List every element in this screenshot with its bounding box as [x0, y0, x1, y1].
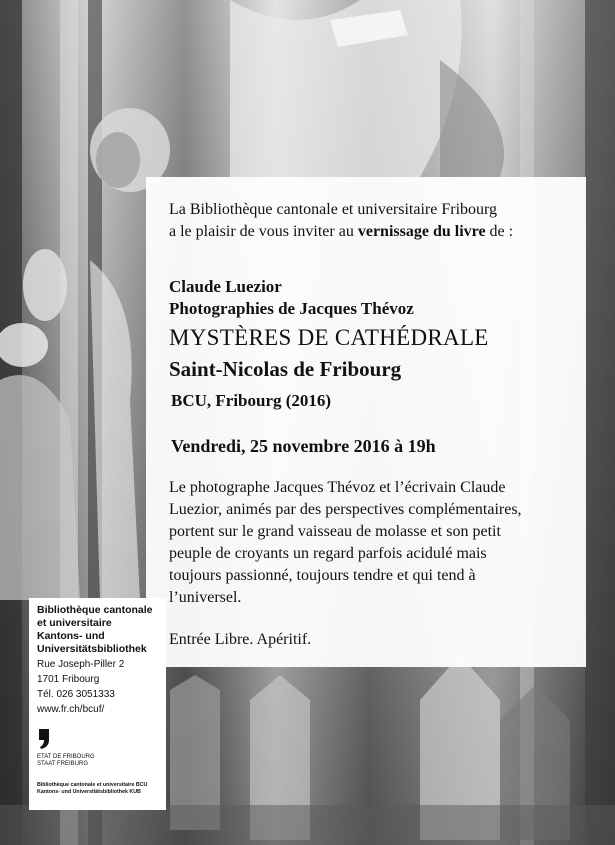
description-line: portent sur le grand vaisseau de molasse et son petit	[169, 523, 501, 540]
description-line: l’universel.	[169, 589, 242, 606]
description-line: peuple de croyants un regard parfois acidulé mais	[169, 545, 487, 562]
intro-line-2	[169, 222, 513, 242]
library-name-line: et universitaire	[37, 617, 112, 629]
intro-line-2-suffix: de :	[485, 223, 514, 240]
invitation-panel	[146, 177, 586, 667]
library-name-line: Bibliothèque cantonale	[37, 604, 153, 616]
library-footer-line: Kantons- und Universitätsbibliothek KUB	[37, 789, 141, 795]
library-name-line: Universitätsbibliothek	[37, 643, 147, 655]
description-line: Le photographe Jacques Thévoz et l’écrivain Claude	[169, 479, 506, 496]
state-name-line: ETAT DE FRIBOURG	[37, 754, 95, 760]
fribourg-logo-icon	[38, 728, 50, 750]
intro-line-2-prefix: a le plaisir de vous inviter au	[169, 223, 358, 240]
library-address-line: 1701 Fribourg	[37, 674, 100, 685]
library-name-line: Kantons- und	[37, 630, 105, 642]
description-line: Luezior, animés par des perspectives complémentaires,	[169, 501, 522, 518]
library-phone: Tél. 026 3051333	[37, 689, 115, 700]
event-description	[169, 477, 589, 609]
library-website-link[interactable]: www.fr.ch/bcuf/	[37, 704, 105, 715]
book-author: Claude Luezior	[169, 277, 282, 296]
description-line: toujours passionné, toujours tendre et qui tend à	[169, 567, 476, 584]
book-photographer: Photographies de Jacques Thévoz	[169, 299, 414, 318]
book-title: MYSTÈRES DE CATHÉDRALE	[169, 325, 489, 350]
library-address-line: Rue Joseph-Piller 2	[37, 659, 125, 670]
intro-line-1: La Bibliothèque cantonale et universitaire Fribourg	[169, 201, 498, 218]
event-entry: Entrée Libre. Apéritif.	[169, 631, 312, 648]
library-footer-line: Bibliothèque cantonale et universitaire BCU	[37, 782, 148, 788]
intro-line-2-bold: vernissage du livre	[357, 223, 486, 240]
book-subtitle: Saint-Nicolas de Fribourg	[169, 357, 402, 381]
event-date: Vendredi, 25 novembre 2016 à 19h	[171, 436, 436, 456]
state-name-line: STAAT FREIBURG	[37, 761, 89, 767]
book-publisher: BCU, Fribourg (2016)	[171, 391, 332, 410]
library-address-box	[29, 598, 166, 810]
